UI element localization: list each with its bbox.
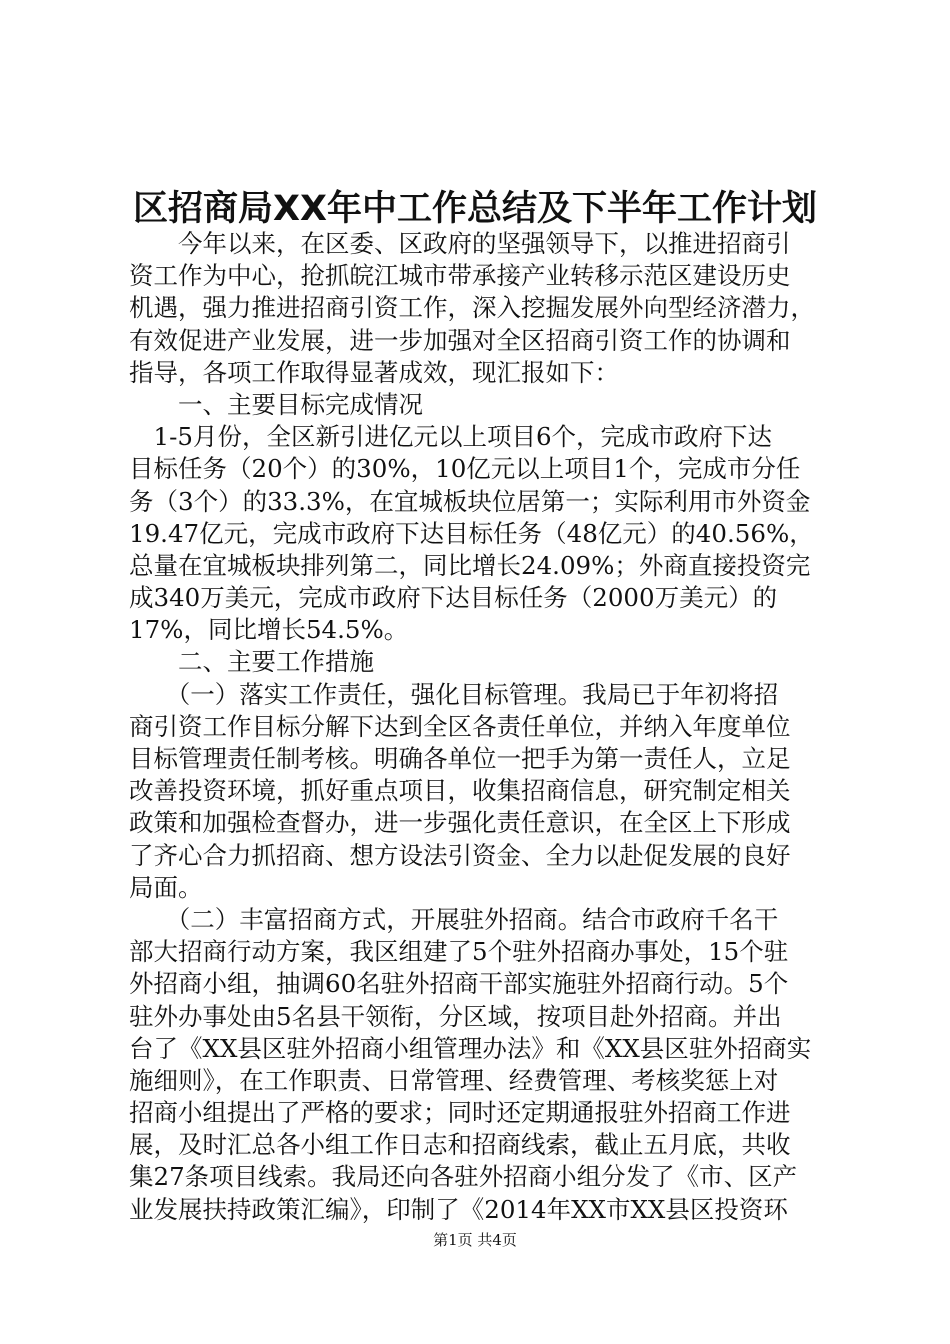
document-title: 区招商局XX年中工作总结及下半年工作计划 [133, 189, 817, 229]
body-line: 19.47亿元，完成市政府下达目标任务（48亿元）的40.56%， [129, 518, 814, 548]
body-line: 有效促进产业发展，进一步加强对全区招商引资工作的协调和 [129, 325, 791, 355]
body-line: 目标任务（20个）的30%，10亿元以上项目1个，完成市分任 [129, 454, 801, 484]
body-line: 一、主要目标完成情况 [129, 389, 423, 419]
body-line: 业发展扶持政策汇编》，印制了《2014年XX市XX县区投资环 [129, 1194, 788, 1224]
body-line: 招商小组提出了严格的要求；同时还定期通报驻外招商工作进 [129, 1098, 791, 1128]
body-line: 台了《XX县区驻外招商小组管理办法》和《XX县区驻外招商实 [129, 1033, 812, 1063]
body-line: 成340万美元，完成市政府下达目标任务（2000万美元）的 [129, 583, 778, 613]
body-line: 了齐心合力抓招商、想方设法引资金、全力以赴促发展的良好 [129, 840, 791, 870]
page-footer: 第1页 共4页 [433, 1231, 517, 1249]
body-line: 部大招商行动方案，我区组建了5个驻外招商办事处，15个驻 [129, 937, 789, 967]
body-line: 1-5月份，全区新引进亿元以上项目6个，完成市政府下达 [129, 422, 773, 452]
body-line: 目标管理责任制考核。明确各单位一把手为第一责任人，立足 [129, 744, 791, 773]
body-line: 集27条项目线索。我局还向各驻外招商小组分发了《市、区产 [129, 1162, 798, 1192]
body-line: 务（3个）的33.3%，在宜城板块位居第一；实际利用市外资金 [129, 486, 811, 516]
body-line: 商引资工作目标分解下达到全区各责任单位，并纳入年度单位 [129, 711, 791, 741]
body-line: 资工作为中心，抢抓皖江城市带承接产业转移示范区建设历史 [129, 261, 791, 291]
body-line: 17%，同比增长54.5%。 [129, 615, 409, 645]
body-line: 今年以来，在区委、区政府的坚强领导下，以推进招商引 [129, 229, 791, 258]
body-line: （二）丰富招商方式，开展驻外招商。结合市政府千名干 [129, 904, 779, 934]
document-body [129, 228, 833, 1226]
body-line: 机遇，强力推进招商引资工作，深入挖掘发展外向型经济潜力， [129, 293, 815, 323]
body-line: 政策和加强检查督办，进一步强化责任意识，在全区上下形成 [129, 808, 791, 838]
body-line: 驻外办事处由5名县干领衔，分区域，按项目赴外招商。并出 [129, 1001, 782, 1031]
body-line: 总量在宜城板块排列第二，同比增长24.09%；外商直接投资完 [129, 550, 811, 580]
body-line: 展，及时汇总各小组工作日志和招商线索，截止五月底，共收 [129, 1130, 791, 1160]
body-line: 指导，各项工作取得显著成效，现汇报如下： [129, 357, 619, 387]
body-line: 改善投资环境，抓好重点项目，收集招商信息，研究制定相关 [129, 776, 791, 806]
body-line: 二、主要工作措施 [129, 647, 374, 677]
body-line: 局面。 [129, 872, 203, 902]
body-line: 施细则》，在工作职责、日常管理、经费管理、考核奖惩上对 [129, 1065, 779, 1095]
body-line: （一）落实工作责任，强化目标管理。我局已于年初将招 [129, 679, 779, 709]
body-line: 外招商小组，抽调60名驻外招商干部实施驻外招商行动。5个 [129, 969, 789, 999]
